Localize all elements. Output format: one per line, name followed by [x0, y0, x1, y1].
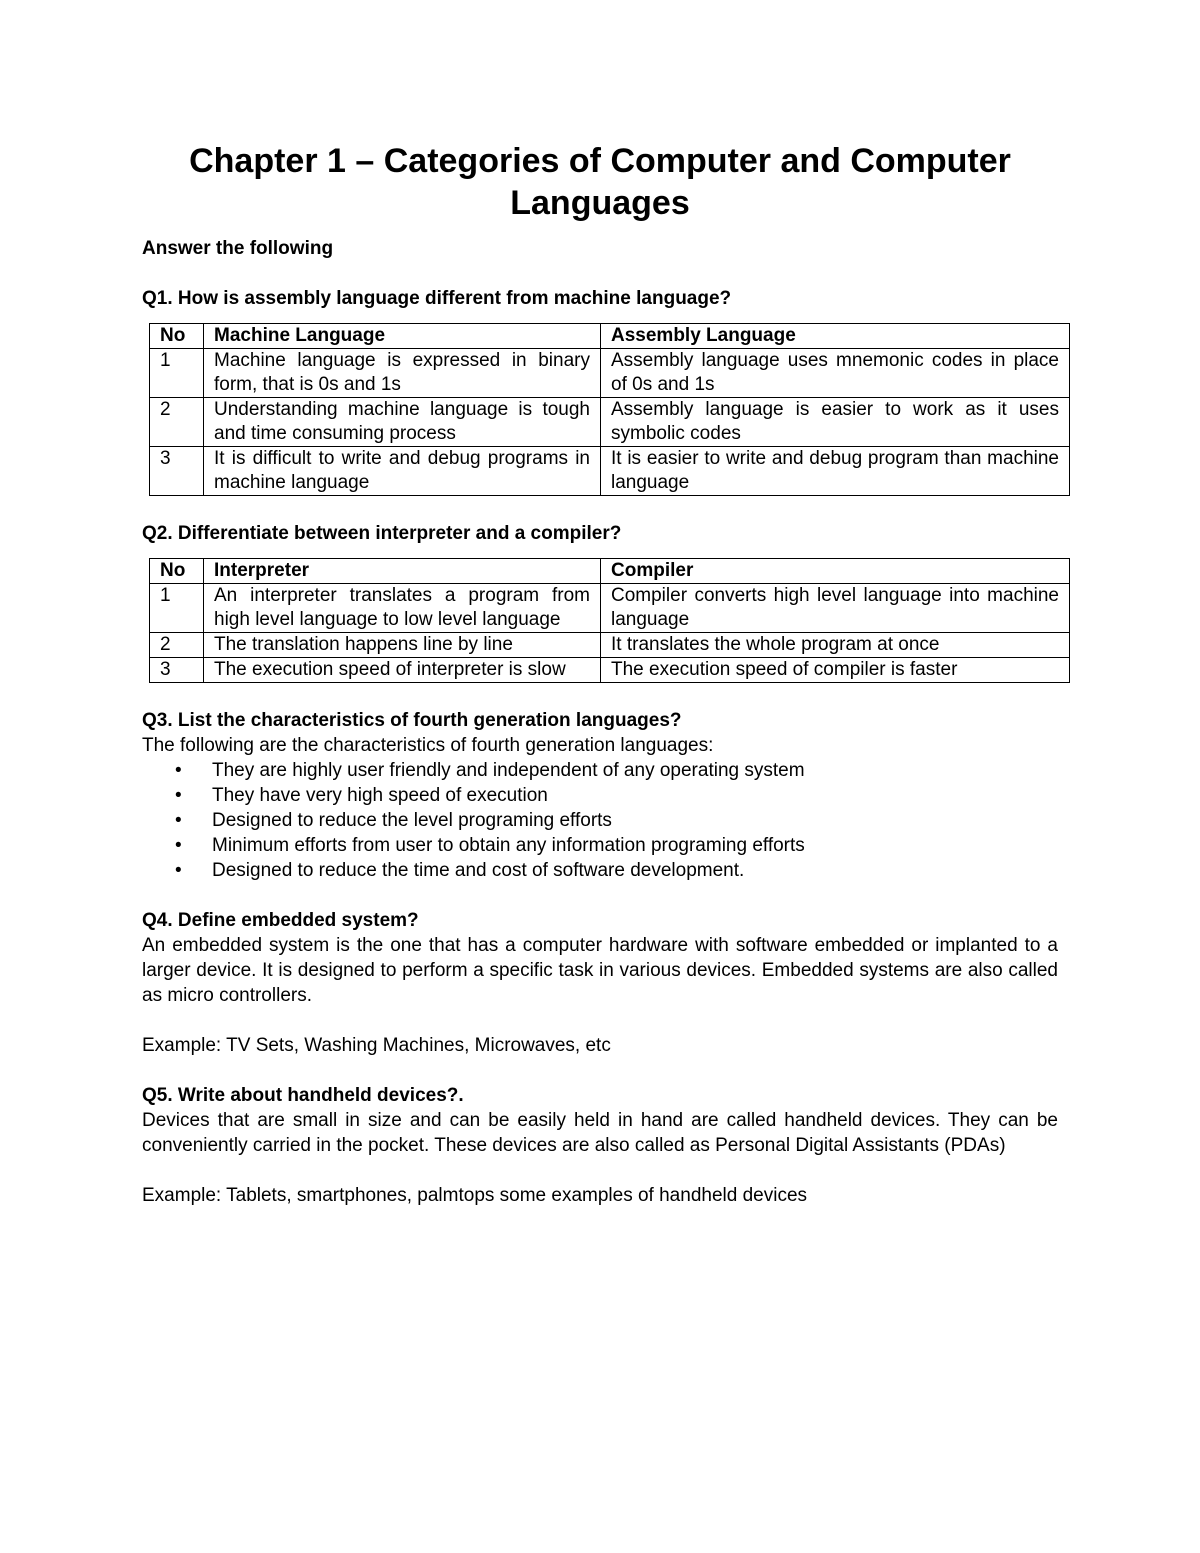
q5-example: Example: Tablets, smartphones, palmtops some examples of handheld devices: [142, 1185, 808, 1206]
machine-language-cell: Machine language is expressed in binary form, that is 0s and 1s: [204, 349, 601, 398]
interpreter-cell: An interpreter translates a program from high level language to low level language: [204, 584, 601, 633]
table-row: [150, 398, 1070, 447]
table-header-row: [150, 559, 1070, 584]
header-interpreter: Interpreter: [204, 559, 601, 584]
header-machine-language: Machine Language: [204, 324, 601, 349]
row-number: 1: [150, 349, 204, 398]
list-item-text: Designed to reduce the level programing efforts: [212, 810, 612, 831]
bullet-icon: •: [175, 810, 182, 831]
q3-question: Q3. List the characteristics of fourth generation languages?: [142, 710, 682, 731]
instruction-heading: Answer the following: [142, 238, 334, 259]
table-row: [150, 658, 1070, 683]
list-item: [175, 833, 1058, 858]
q2-comparison-table: [149, 558, 1070, 683]
list-item: [175, 858, 1058, 883]
table-row: [150, 633, 1070, 658]
bullet-icon: •: [175, 785, 182, 806]
header-no: No: [150, 324, 204, 349]
row-number: 3: [150, 658, 204, 683]
table-row: [150, 584, 1070, 633]
header-compiler: Compiler: [601, 559, 1070, 584]
table-header-row: [150, 324, 1070, 349]
row-number: 1: [150, 584, 204, 633]
q1-comparison-table: [149, 323, 1070, 496]
assembly-language-cell: Assembly language is easier to work as it uses symbolic codes: [601, 398, 1070, 447]
document-page: [142, 140, 1058, 1208]
q4-answer: An embedded system is the one that has a computer hardware with software embedded or implanted to a larger device. It is designed to perform a specific task in various devices. Embedded systems are also called as micro controllers.: [142, 935, 1058, 1006]
bullet-icon: •: [175, 835, 182, 856]
q3-intro: The following are the characteristics of fourth generation languages:: [142, 735, 714, 756]
header-assembly-language: Assembly Language: [601, 324, 1070, 349]
list-item-text: Minimum efforts from user to obtain any information programing efforts: [212, 835, 805, 856]
list-item-text: Designed to reduce the time and cost of software development.: [212, 860, 745, 881]
compiler-cell: The execution speed of compiler is faster: [601, 658, 1070, 683]
row-number: 3: [150, 447, 204, 496]
list-item: [175, 758, 1058, 783]
row-number: 2: [150, 633, 204, 658]
list-item: [175, 808, 1058, 833]
compiler-cell: Compiler converts high level language into machine language: [601, 584, 1070, 633]
list-item-text: They have very high speed of execution: [212, 785, 548, 806]
list-item-text: They are highly user friendly and independent of any operating system: [212, 760, 805, 781]
table-row: [150, 349, 1070, 398]
bullet-icon: •: [175, 860, 182, 881]
chapter-title-line1: Chapter 1 – Categories of Computer and Computer: [189, 142, 1011, 180]
q2-question: Q2. Differentiate between interpreter and a compiler?: [142, 523, 622, 544]
chapter-title-line2: Languages: [510, 184, 690, 222]
compiler-cell: It translates the whole program at once: [601, 633, 1070, 658]
assembly-language-cell: Assembly language uses mnemonic codes in place of 0s and 1s: [601, 349, 1070, 398]
q1-question: Q1. How is assembly language different from machine language?: [142, 288, 732, 309]
q4-question: Q4. Define embedded system?: [142, 910, 419, 931]
list-item: [175, 783, 1058, 808]
assembly-language-cell: It is easier to write and debug program than machine language: [601, 447, 1070, 496]
q3-characteristics-list: [142, 758, 1058, 883]
row-number: 2: [150, 398, 204, 447]
chapter-title: [102, 140, 1098, 224]
table-row: [150, 447, 1070, 496]
q5-question: Q5. Write about handheld devices?.: [142, 1085, 464, 1106]
q4-example: Example: TV Sets, Washing Machines, Microwaves, etc: [142, 1035, 611, 1056]
machine-language-cell: It is difficult to write and debug programs in machine language: [204, 447, 601, 496]
interpreter-cell: The execution speed of interpreter is slow: [204, 658, 601, 683]
bullet-icon: •: [175, 760, 182, 781]
interpreter-cell: The translation happens line by line: [204, 633, 601, 658]
header-no: No: [150, 559, 204, 584]
machine-language-cell: Understanding machine language is tough and time consuming process: [204, 398, 601, 447]
q5-answer: Devices that are small in size and can be easily held in hand are called handheld devices. They can be conveniently carried in the pocket. These devices are also called as Personal Digital Assistants (PDAs): [142, 1110, 1058, 1156]
